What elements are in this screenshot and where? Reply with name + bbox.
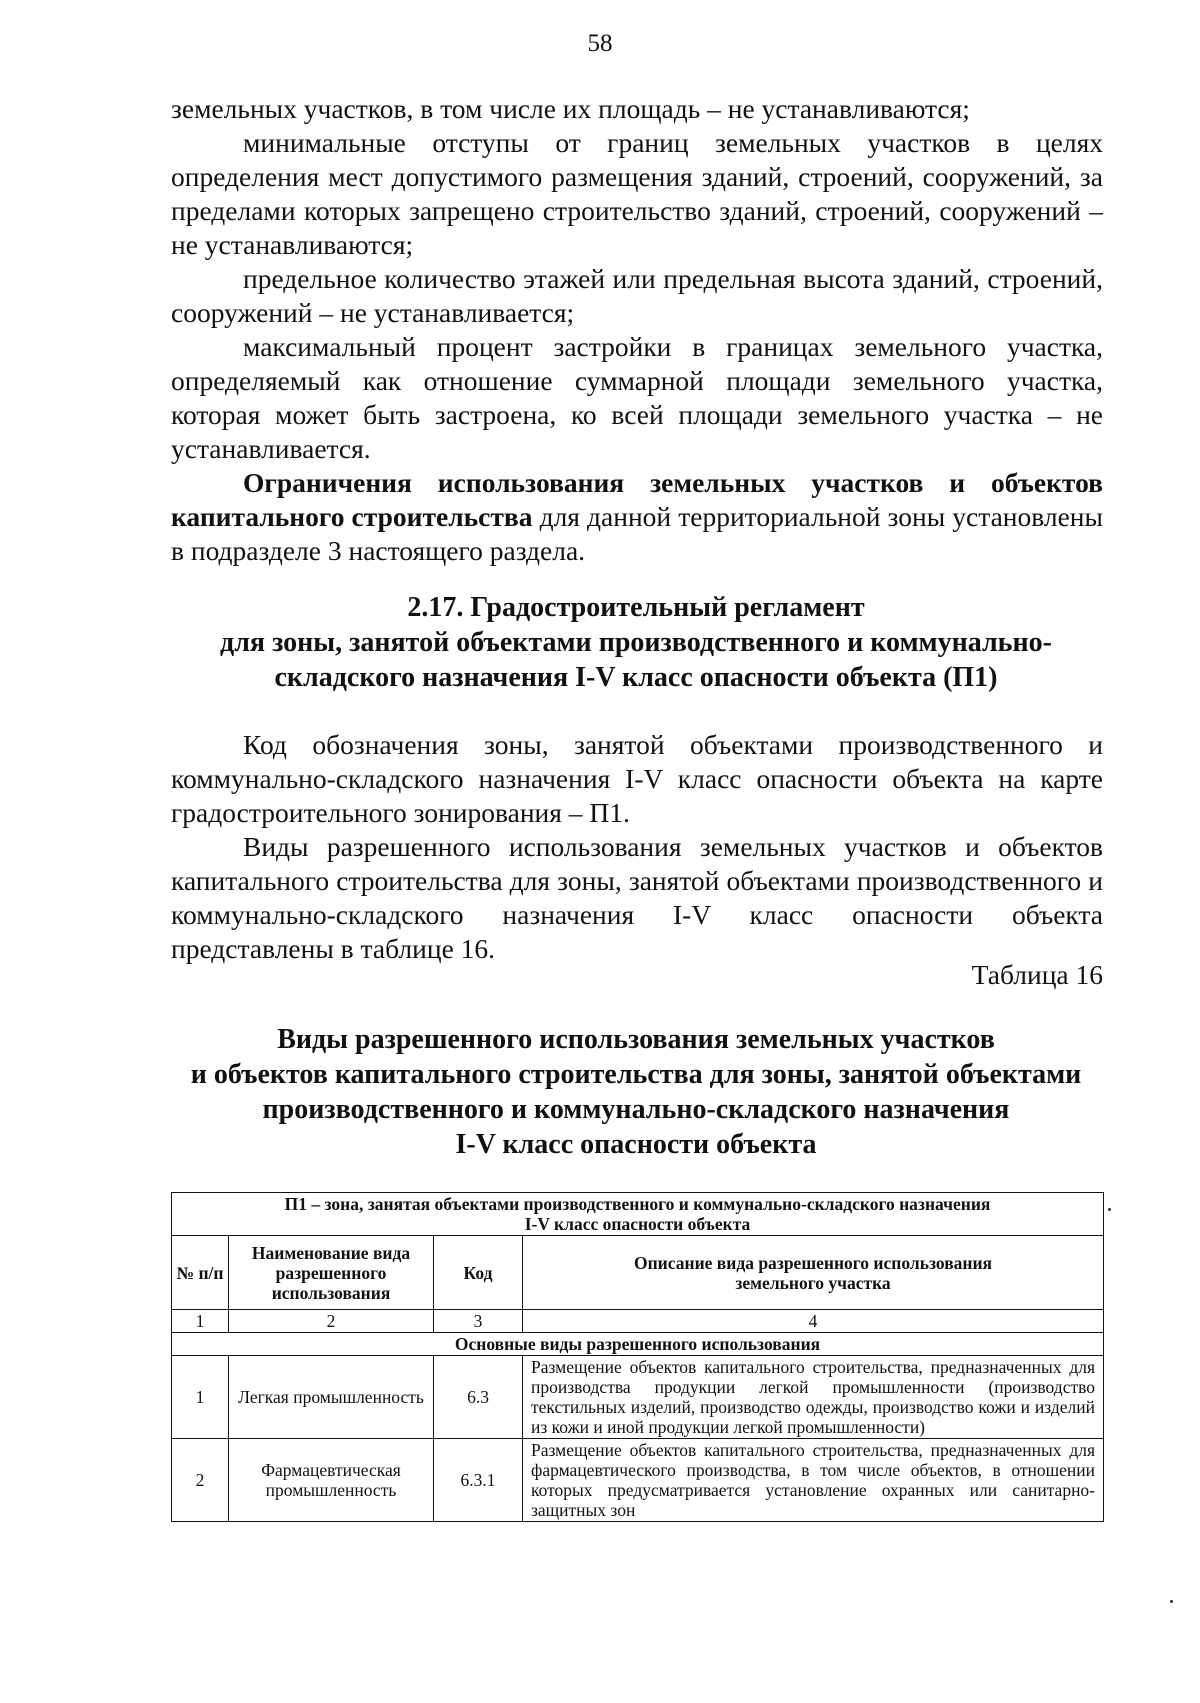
header-desc: Описание вида разрешенного использования земельного участка xyxy=(523,1236,1104,1310)
table-column-header-row xyxy=(172,1236,1104,1310)
section-main-uses: Основные виды разрешенного использования xyxy=(172,1333,1104,1356)
row-desc: Размещение объектов капитального строительства, предназначенных для производства продукции легкой промышленности (производство текстильных изделий, производство одежды, производство кожи и изделий из кожи и иной продукции легкой промышленности) xyxy=(523,1356,1104,1439)
table-title-line-3: производственного и коммунально-складского назначения xyxy=(262,1094,1010,1125)
row-name: Легкая промышленность xyxy=(229,1356,434,1439)
col-number-2: 2 xyxy=(229,1310,434,1333)
paragraph-plot-area: земельных участков, в том числе их площадь – не устанавливаются; xyxy=(171,93,970,124)
row-name: Фармацевтическая промышленность xyxy=(229,1439,434,1522)
table-title-line-2: и объектов капитального строительства для зоны, занятой объектами xyxy=(190,1059,1082,1090)
table-label: Таблица 16 xyxy=(971,959,1103,990)
section-heading-line-1: 2.17. Градостроительный регламент xyxy=(407,592,865,623)
scan-speck xyxy=(1108,1208,1111,1211)
table-title-line-4: I-V класс опасности объекта xyxy=(455,1129,817,1160)
usage-table xyxy=(171,1192,1104,1522)
row-code: 6.3.1 xyxy=(434,1439,523,1522)
table-row xyxy=(172,1356,1104,1439)
header-name: Наименование вида разрешенного использования xyxy=(229,1236,434,1310)
row-code: 6.3 xyxy=(434,1356,523,1439)
table-row xyxy=(172,1439,1104,1522)
col-number-4: 4 xyxy=(523,1310,1104,1333)
zone-text xyxy=(171,728,1103,966)
section-heading-line-3: складского назначения I-V класс опасности объекта (П1) xyxy=(274,662,998,693)
table-title-line-1: Виды разрешенного использования земельных участков xyxy=(277,1024,995,1055)
section-heading xyxy=(150,590,1122,695)
col-number-3: 3 xyxy=(434,1310,523,1333)
table-zone-header-row xyxy=(172,1193,1104,1236)
section-heading-line-2: для зоны, занятой объектами производственного и коммунально- xyxy=(220,627,1052,658)
paragraph-max-coverage: максимальный процент застройки в границах земельного участка, определяемый как отношение суммарной площади земельного участка, которая может быть застроена, ко всей площади земельного участка – не устанавливается. xyxy=(171,331,1103,464)
paragraph-min-setbacks: минимальные отступы от границ земельных участков в целях определения мест допустимого размещения зданий, строений, сооружений, за пределами которых запрещено строительство зданий, строений, сооружений – не устанавливаются; xyxy=(171,127,1103,260)
table-title xyxy=(150,1022,1122,1162)
header-code: Код xyxy=(434,1236,523,1310)
zone-header-cell: П1 – зона, занятая объектами производственного и коммунально-складского назначения I-V класс опасности объекта xyxy=(172,1193,1104,1236)
header-num: № п/п xyxy=(172,1236,229,1310)
row-num: 2 xyxy=(172,1439,229,1522)
paragraph-restrictions xyxy=(171,466,1103,568)
table-column-number-row xyxy=(172,1310,1104,1333)
paragraph-usage-types: Виды разрешенного использования земельных участков и объектов капитального строительства для зоны, занятой объектами производственного и коммунально-складского назначения I-V класс опасности объекта представлены в таблице 16. xyxy=(171,831,1103,964)
paragraph-max-floors: предельное количество этажей или предельная высота зданий, строений, сооружений – не устанавливается; xyxy=(171,263,1103,328)
scan-speck xyxy=(1170,1600,1173,1603)
intro-text xyxy=(171,92,1103,568)
restrictions-bold-text: Ограничения использования земельных участков и объектов капитального строительства xyxy=(171,467,1103,532)
row-desc: Размещение объектов капитального строительства, предназначенных для фармацевтического производства, в том числе объектов, в отношении которых предусматривается установление охранных или санитарно-защитных зон xyxy=(523,1439,1104,1522)
row-num: 1 xyxy=(172,1356,229,1439)
col-number-1: 1 xyxy=(172,1310,229,1333)
restrictions-text: для данной территориальной зоны установлены в подразделе 3 настоящего раздела. xyxy=(171,501,1103,566)
paragraph-zone-code: Код обозначения зоны, занятой объектами производственного и коммунально-складского назначения I-V класс опасности объекта на карте градостроительного зонирования – П1. xyxy=(171,729,1103,828)
table-section-row xyxy=(172,1333,1104,1356)
page-number: 58 xyxy=(587,30,613,57)
